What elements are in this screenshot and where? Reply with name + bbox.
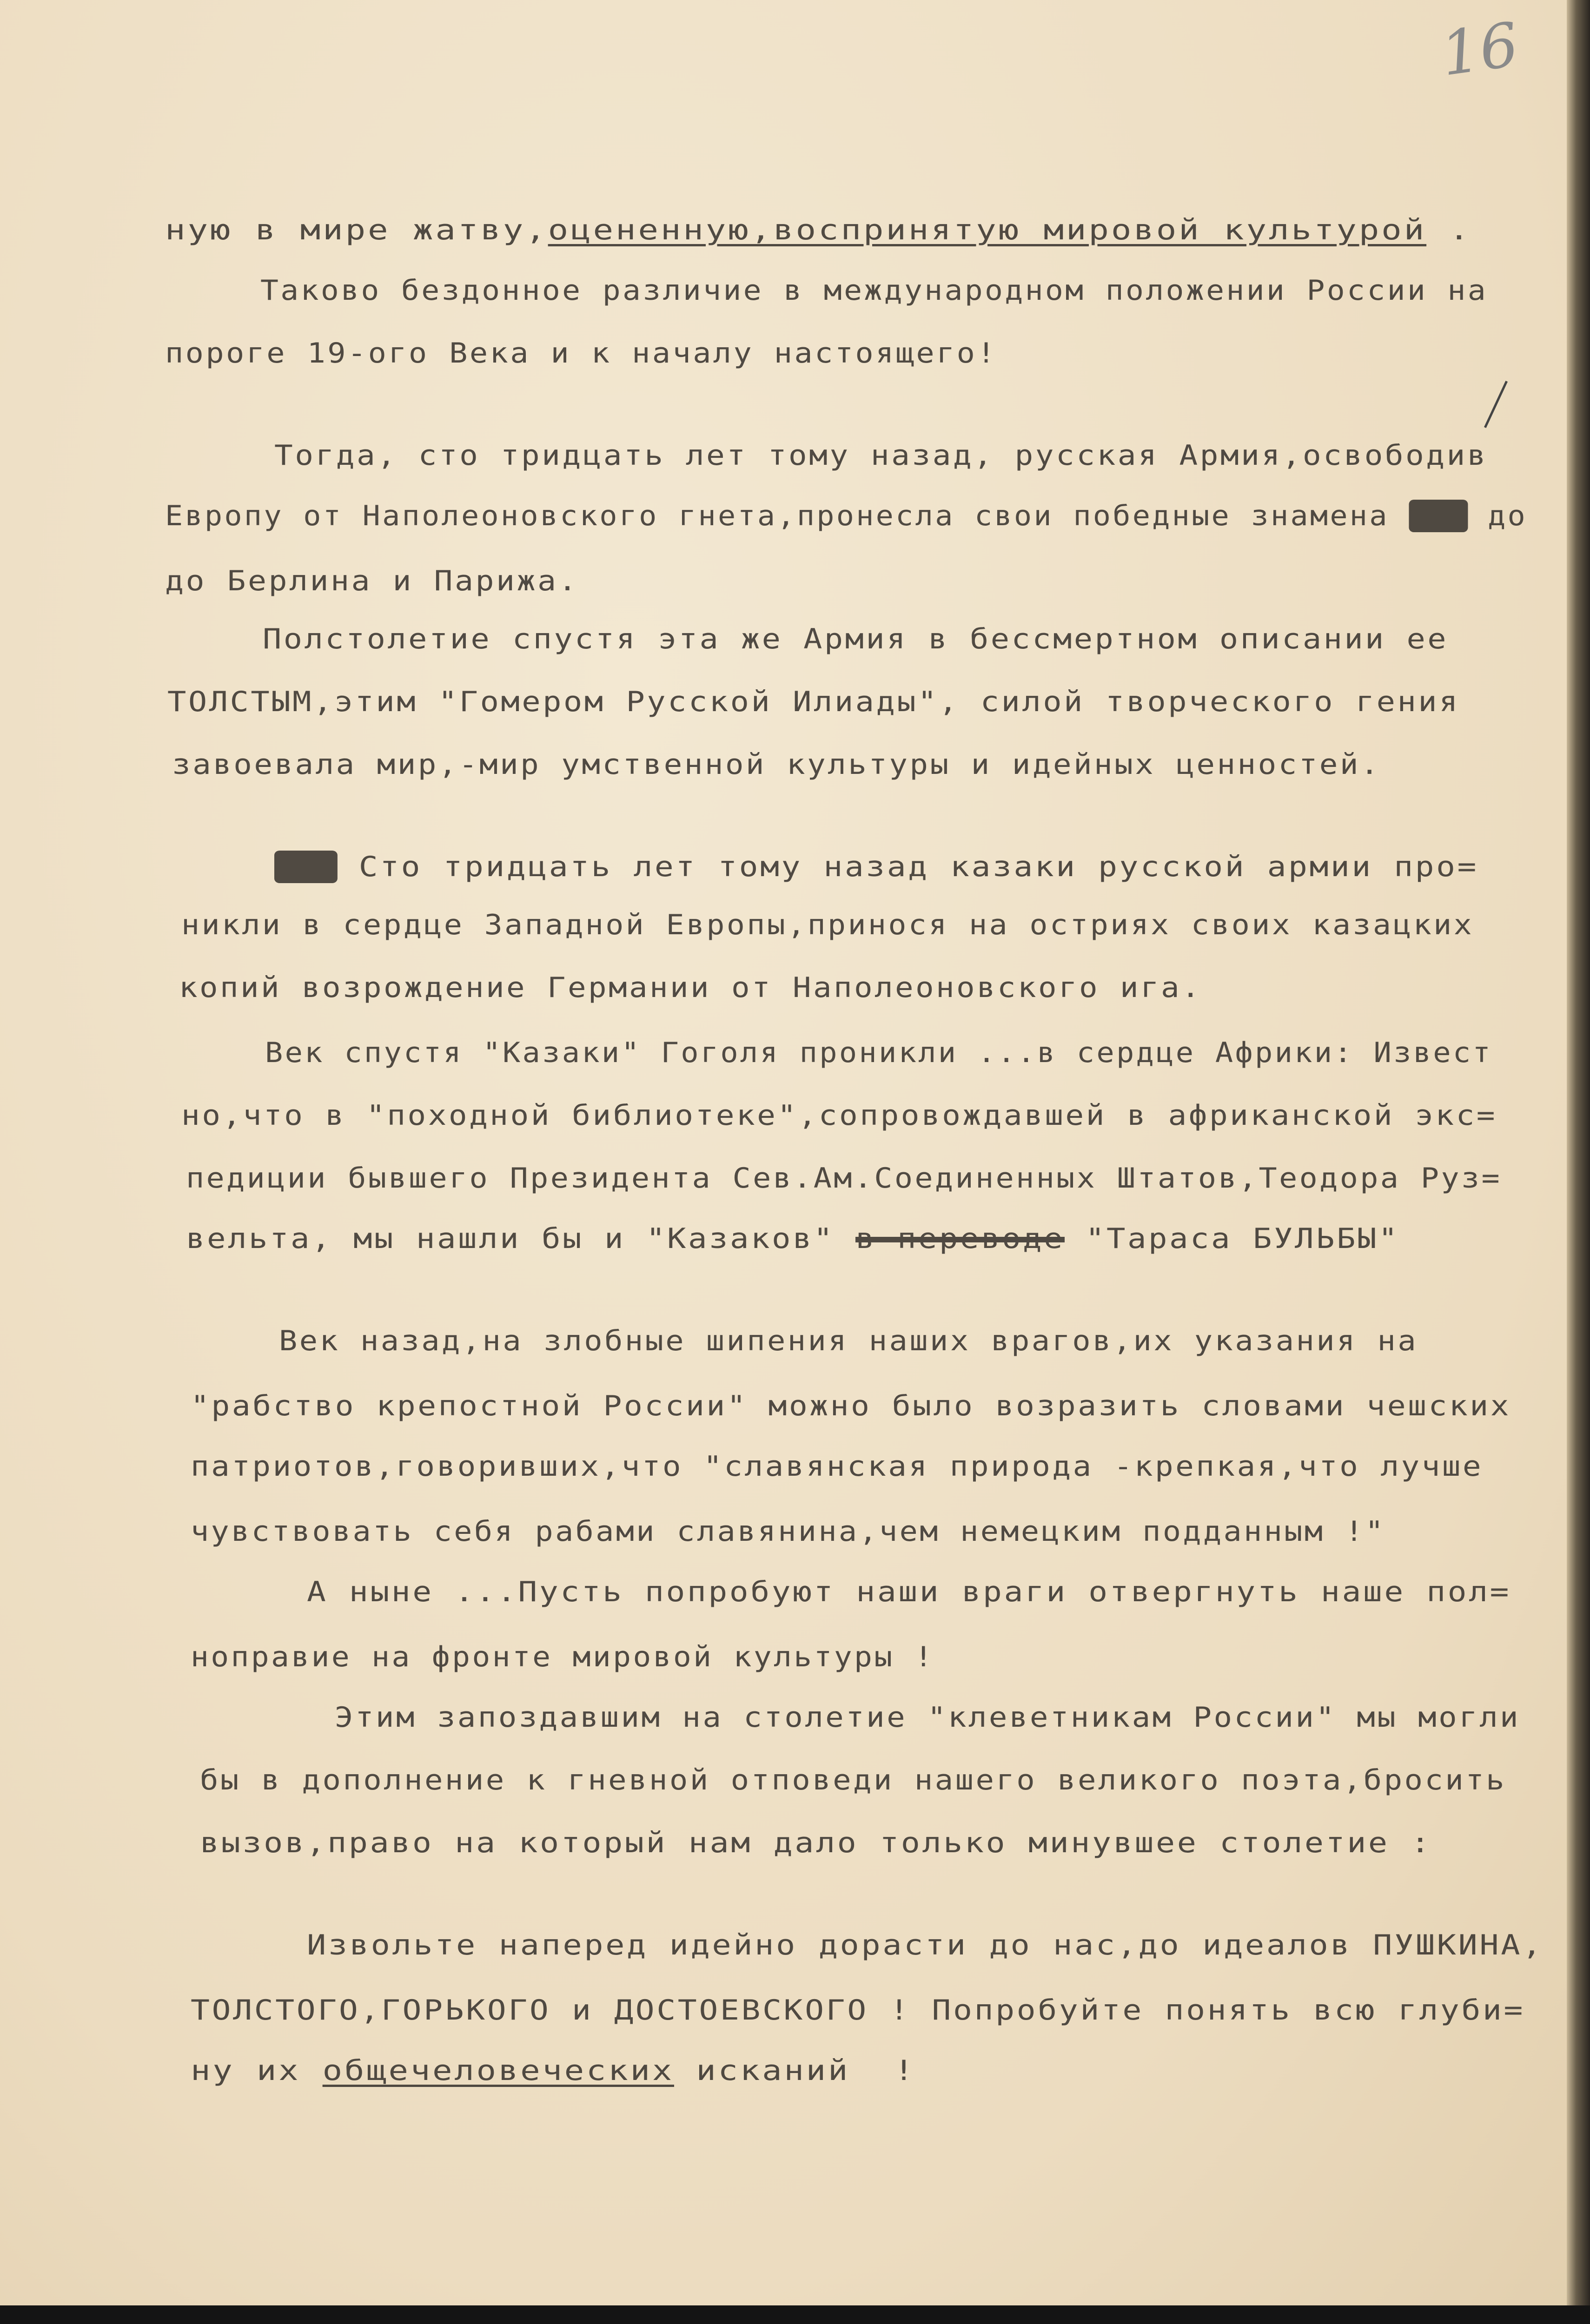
text-line (307, 1929, 1544, 1961)
line-content (191, 1641, 934, 1673)
line-content (165, 565, 579, 597)
text-line (179, 971, 1202, 1004)
line-content (260, 274, 1488, 307)
text-line (260, 274, 1488, 307)
line-segment: завоевала мир,-мир умственной культуры и идейных ценностей. (172, 748, 1381, 781)
line-segment: ТОЛСТОГО,ГОРЬКОГО и ДОСТОЕВСКОГО ! Попробуйте понять всю глуби= (191, 1994, 1525, 2027)
line-content (165, 500, 1527, 532)
line-segment: копий возрождение Германии от Наполеоновского ига. (179, 971, 1202, 1004)
text-line (191, 1450, 1484, 1483)
text-line (263, 623, 1448, 655)
line-segment: "Тараса БУЛЬБЫ" (1065, 1222, 1399, 1255)
blot-text: xxx (1409, 500, 1468, 532)
text-line (274, 439, 1488, 472)
line-content (335, 1701, 1520, 1734)
line-content (165, 214, 1471, 246)
scan-background (0, 2305, 1590, 2324)
blot-text: Сто (274, 851, 338, 883)
line-segment: Век назад,на злобные шипения наших врагов,их указания на (279, 1325, 1418, 1357)
line-content (191, 1515, 1385, 1548)
line-content (167, 686, 1460, 718)
text-line (181, 909, 1474, 941)
strike-text: в переводе (855, 1222, 1065, 1255)
text-line (165, 565, 579, 597)
line-segment: ТОЛСТЫМ,этим "Гомером Русской Илиады", силой творческого гения (167, 686, 1460, 718)
text-line (191, 2054, 916, 2087)
line-segment: Тогда, сто тридцать лет тому назад, русская Армия,освободив (274, 439, 1488, 472)
text-line (172, 748, 1381, 781)
line-content (181, 909, 1474, 941)
text-line (165, 214, 1471, 246)
text-line (200, 1764, 1506, 1796)
text-line (186, 1222, 1399, 1255)
text-line (181, 1099, 1497, 1132)
line-segment: до (1468, 500, 1527, 532)
line-content (191, 1450, 1483, 1483)
line-content (274, 439, 1488, 472)
line-content (265, 1037, 1492, 1069)
line-segment: А ныне ...Пусть попробуют наши враги отвергнуть наше пол= (307, 1576, 1511, 1608)
line-segment: . (1426, 214, 1471, 246)
text-line (200, 1827, 1432, 1859)
line-segment: Век спустя "Казаки" Гоголя проникли ...в сердце Африки: Извест (265, 1037, 1492, 1069)
text-line (307, 1576, 1511, 1608)
line-segment: вызов,право на который нам дало только минувшее столетие : (200, 1827, 1432, 1859)
text-line (191, 1390, 1511, 1422)
line-segment: ну их (191, 2054, 323, 2087)
line-segment: исканий ! (674, 2054, 916, 2087)
pen-mark (1484, 381, 1508, 428)
line-content (186, 1222, 1399, 1255)
line-segment: Сто тридцать лет тому назад казаки русской армии про= (338, 851, 1479, 883)
line-segment: бы в дополнение к гневной отповеди нашего великого поэта,бросить (200, 1764, 1506, 1796)
line-content (307, 1929, 1544, 1961)
line-content (279, 1325, 1418, 1357)
line-segment: вельта, мы нашли бы и "Казаков" (186, 1222, 855, 1255)
page-number: 16 (1437, 9, 1523, 90)
line-content (263, 623, 1448, 655)
line-content (191, 1994, 1525, 2027)
line-segment: педиции бывшего Президента Сев.Ам.Соединенных Штатов,Теодора Руз= (186, 1162, 1502, 1195)
text-line (335, 1701, 1520, 1734)
text-line (265, 1037, 1492, 1069)
line-segment: но,что в "походной библиотеке",сопровождавшей в африканской экс= (181, 1099, 1497, 1132)
text-line (191, 1515, 1385, 1548)
line-segment: патриотов,говоривших,что "славянская природа -крепкая,что лучше (191, 1450, 1484, 1483)
underline-text: оцененную,воспринятую мировой культурой (548, 214, 1427, 246)
line-content (274, 851, 1478, 883)
text-line (165, 500, 1527, 532)
line-segment: пороге 19-ого Века и к началу настоящего! (165, 337, 997, 370)
line-content (200, 1827, 1432, 1859)
line-content (191, 2054, 916, 2087)
text-line (191, 1641, 934, 1673)
text-line (279, 1325, 1418, 1357)
text-line (274, 851, 1479, 883)
page-binding-edge (1567, 0, 1590, 2324)
line-content (307, 1576, 1511, 1608)
line-segment: до Берлина и Парижа. (165, 565, 579, 597)
line-content (179, 971, 1202, 1004)
line-segment: ную в мире жатву, (165, 214, 548, 246)
line-content (200, 1764, 1506, 1796)
text-line (167, 686, 1460, 718)
line-content (186, 1162, 1502, 1195)
text-line (191, 1994, 1525, 2027)
text-line (186, 1162, 1502, 1195)
line-segment: ноправие на фронте мировой культуры ! (191, 1641, 934, 1673)
line-content (172, 748, 1381, 781)
line-segment: никли в сердце Западной Европы,принося на остриях своих казацких (181, 909, 1474, 941)
line-content (191, 1390, 1511, 1422)
line-segment: Европу от Наполеоновского гнета,пронесла свои победные знамена (165, 500, 1409, 532)
line-content (165, 337, 997, 370)
line-segment: Полстолетие спустя эта же Армия в бессмертном описании ее (263, 623, 1448, 655)
line-segment: Извольте наперед идейно дорасти до нас,до идеалов ПУШКИНА, (307, 1929, 1544, 1961)
underline-text: общечеловеческих (322, 2054, 674, 2087)
line-content (181, 1099, 1497, 1132)
line-segment: "рабство крепостной России" можно было возразить словами чешских (191, 1390, 1511, 1422)
line-segment: Этим запоздавшим на столетие "клеветникам России" мы могли (335, 1701, 1520, 1734)
text-line (165, 337, 997, 370)
line-segment: Таково бездонное различие в международном положении России на (260, 274, 1488, 307)
line-segment: чувствовать себя рабами славянина,чем немецким подданным !" (191, 1515, 1385, 1548)
